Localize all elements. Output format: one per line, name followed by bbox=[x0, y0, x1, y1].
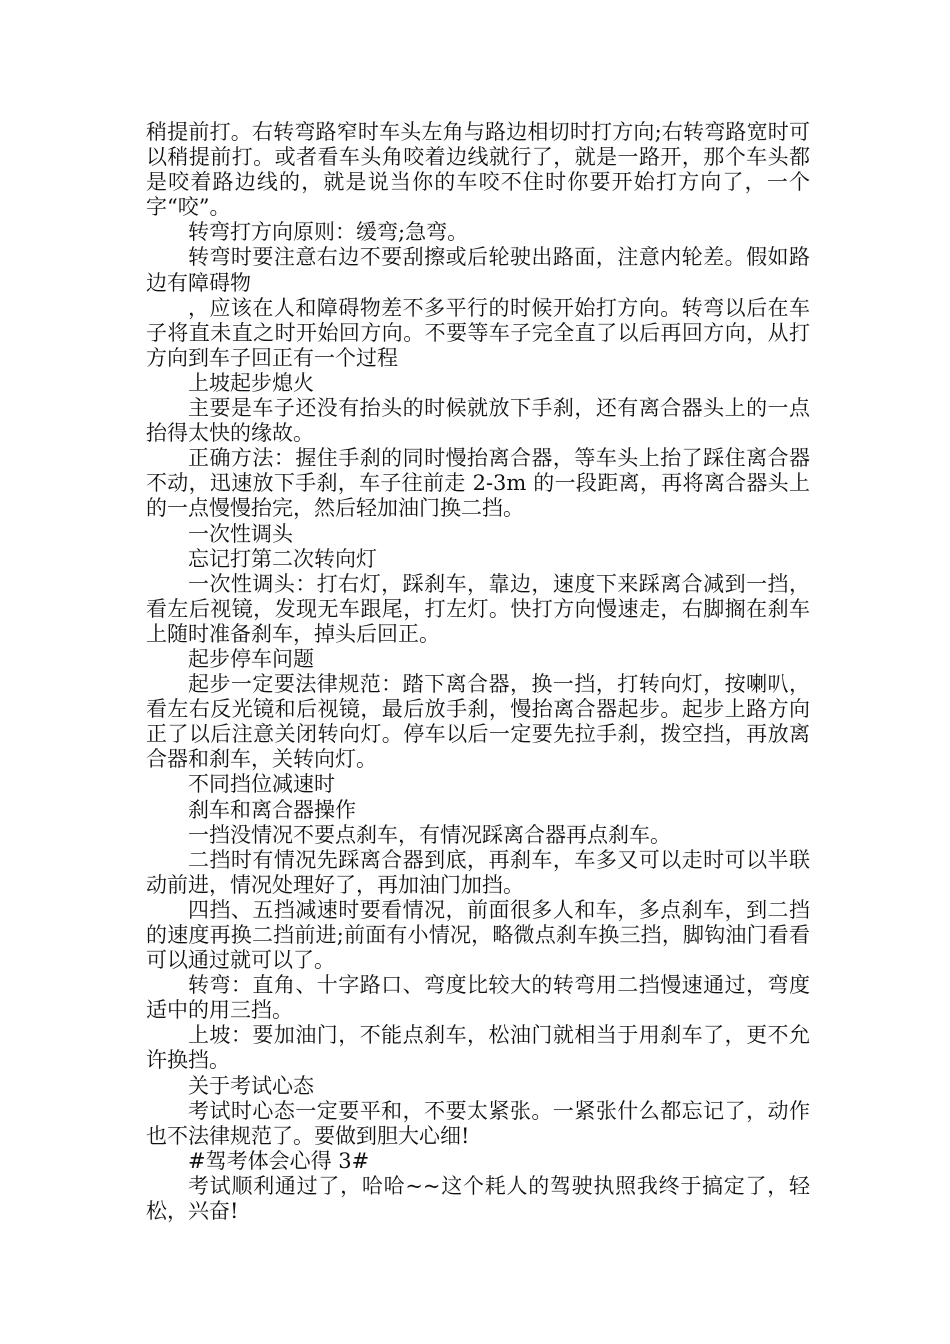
paragraph-16: 二挡时有情况先踩离合器到底，再刹车，车多又可以走时可以半联动前进，情况处理好了，再加油门加挡。 bbox=[146, 847, 810, 897]
paragraph-2: 转弯打方向原则：缓弯;急弯。 bbox=[188, 220, 469, 245]
paragraph-18: 转弯：直角、十字路口、弯度比较大的转弯用二挡慢速通过，弯度适中的用三挡。 bbox=[146, 973, 810, 1023]
paragraph-4: ，应该在人和障碍物差不多平行的时候开始打方向。转弯以后在车子将直未直之时开始回方向。不要等车子完全直了以后再回方向，从打方向到车子回正有一个过程 bbox=[146, 295, 810, 370]
paragraph-21: 考试时心态一定要平和，不要太紧张。一紧张什么都忘记了，动作也不法律规范了。要做到胆大心细! bbox=[146, 1098, 810, 1148]
heading-exam-mindset: 关于考试心态 bbox=[188, 1073, 314, 1098]
heading-driving-test-notes-3: #驾考体会心得 3# bbox=[188, 1148, 370, 1173]
heading-hill-start-stall: 上坡起步熄火 bbox=[188, 370, 314, 395]
heading-gear-deceleration: 不同挡位减速时 bbox=[188, 772, 335, 797]
paragraph-23: 考试顺利通过了，哈哈~~这个耗人的驾驶执照我终于搞定了，轻松，兴奋! bbox=[146, 1173, 810, 1224]
paragraph-3: 转弯时要注意右边不要刮擦或后轮驶出路面，注意内轮差。假如路边有障碍物 bbox=[146, 245, 810, 295]
heading-start-stop-issues: 起步停车问题 bbox=[188, 646, 314, 671]
paragraph-12: 起步一定要法律规范：踏下离合器，换一挡，打转向灯，按喇叭，看左右反光镜和后视镜，最后放手刹，慢抬离合器起步。起步上路方向正了以后注意关闭转向灯。停车以后一定要先拉手刹，拨空挡，再放离合器和刹车，关转向灯。 bbox=[146, 672, 810, 772]
paragraph-19: 上坡：要加油门，不能点刹车，松油门就相当于用刹车了，更不允许换挡。 bbox=[146, 1023, 810, 1073]
paragraph-15: 一挡没情况不要点刹车，有情况踩离合器再点刹车。 bbox=[188, 822, 671, 847]
paragraph-17: 四挡、五挡减速时要看情况，前面很多人和车，多点刹车，到二挡的速度再换二挡前进;前面有小情况，略微点刹车换三挡，脚钩油门看看可以通过就可以了。 bbox=[146, 897, 810, 973]
heading-brake-clutch: 刹车和离合器操作 bbox=[188, 797, 356, 822]
heading-second-turn-signal: 忘记打第二次转向灯 bbox=[188, 546, 377, 571]
document-body bbox=[146, 120, 810, 1224]
paragraph-1: 稍提前打。右转弯路窄时车头左角与路边相切时打方向;右转弯路宽时可以稍提前打。或者看车头角咬着边线就行了，就是一路开，那个车头都是咬着路边线的，就是说当你的车咬不住时你要开始打方向了，一个字“咬”。 bbox=[146, 120, 810, 220]
paragraph-10: 一次性调头：打右灯，踩刹车，靠边，速度下来踩离合减到一挡，看左后视镜，发现无车跟尾，打左灯。快打方向慢速走，右脚搁在刹车上随时准备刹车，掉头后回正。 bbox=[146, 571, 810, 646]
heading-one-time-u-turn: 一次性调头 bbox=[188, 521, 293, 546]
paragraph-7: 正确方法：握住手刹的同时慢抬离合器，等车头上抬了踩住离合器不动，迅速放下手刹，车子往前走 2-3m 的一段距离，再将离合器头上的一点慢慢抬完，然后轻加油门换二挡。 bbox=[146, 446, 810, 521]
paragraph-6: 主要是车子还没有抬头的时候就放下手刹，还有离合器头上的一点抬得太快的缘故。 bbox=[146, 396, 810, 446]
